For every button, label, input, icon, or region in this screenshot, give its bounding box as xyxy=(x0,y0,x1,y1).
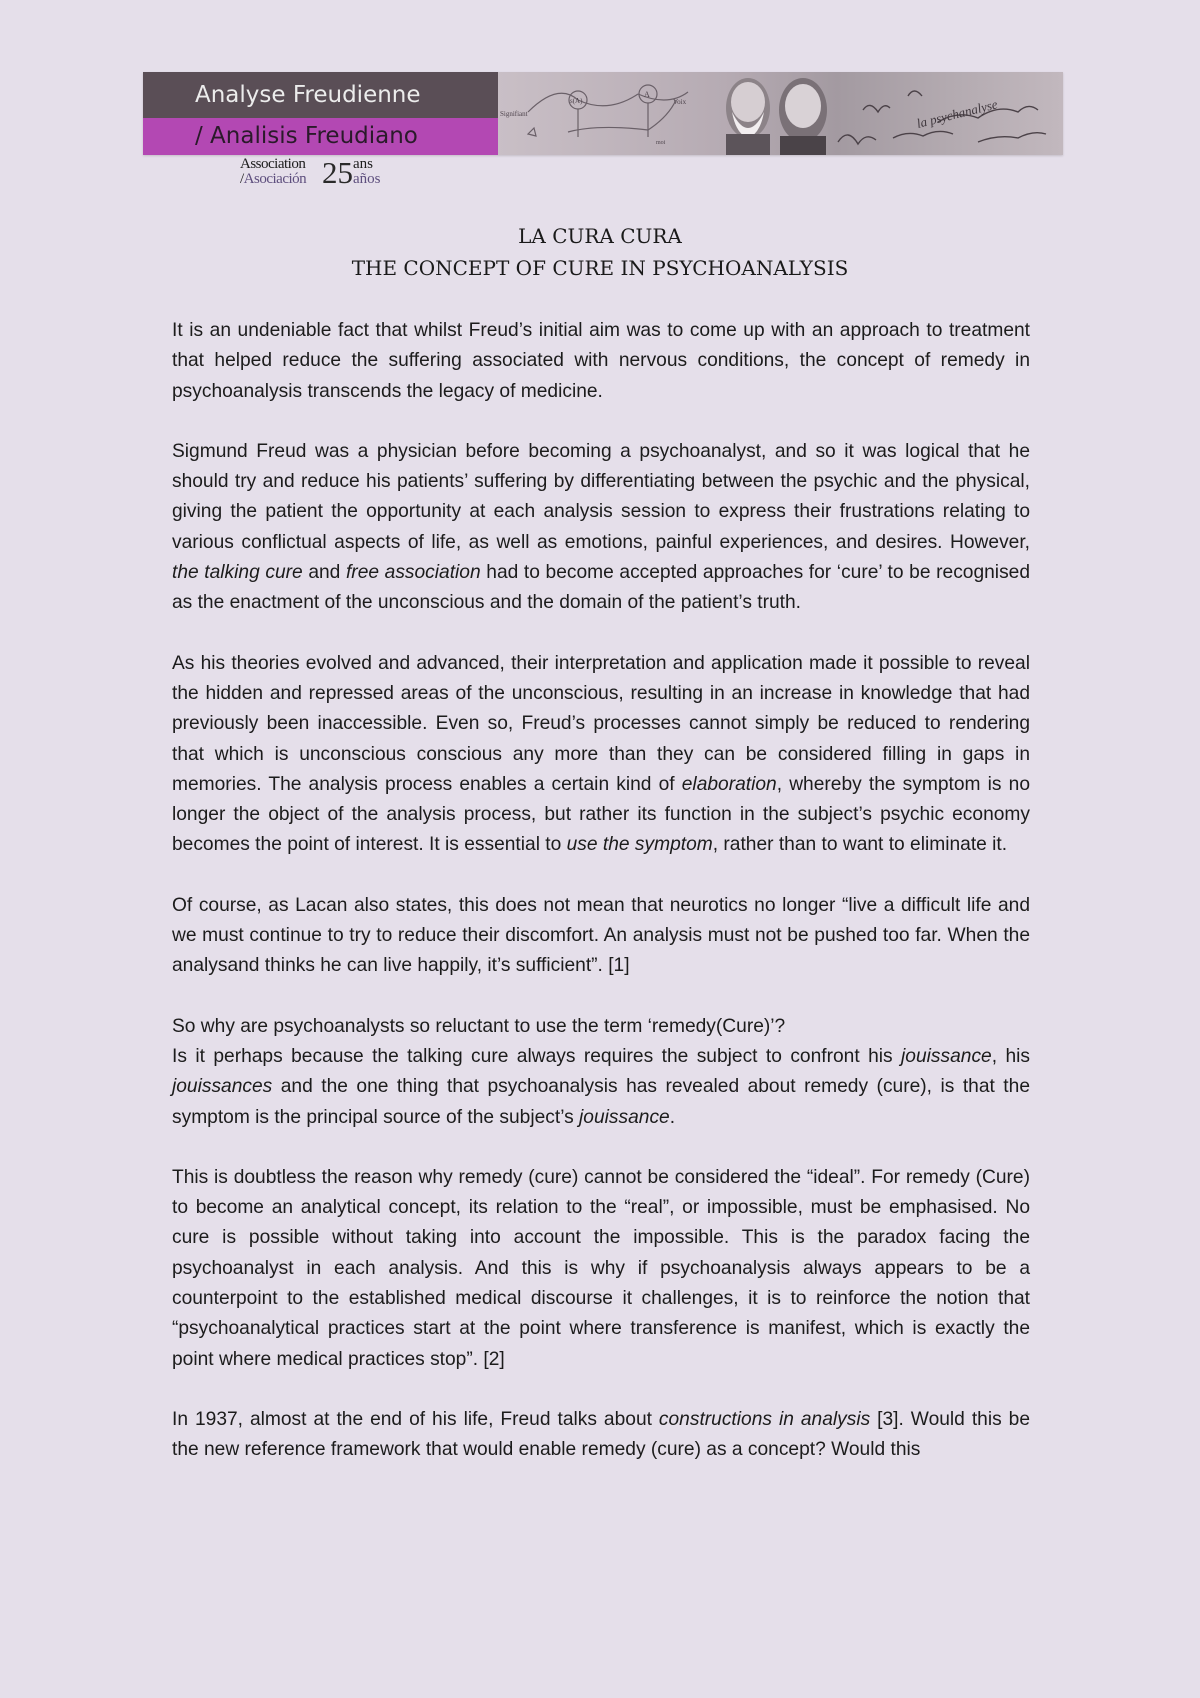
logo-asociacion: Asociación xyxy=(243,171,307,187)
lacan-graph-illustration xyxy=(498,72,1063,155)
handwriting-text: la psychanalyse xyxy=(915,96,999,131)
paragraph-6-italic-jouissance: jouissance xyxy=(901,1045,992,1067)
association-25-logo xyxy=(240,156,400,192)
banner-image xyxy=(498,72,1063,155)
paragraph-3-italic-elaboration: elaboration xyxy=(681,773,777,795)
paragraph-6-text-b: , his xyxy=(991,1045,1030,1067)
paragraph-2-text-c: had to become accepted approaches for ‘cure’ to be recognised as the enactment of the unconscious and the domain of the patient’s truth. xyxy=(172,562,1031,614)
graph-label-lower: moi xyxy=(656,140,666,146)
document-title: LA CURA CURA xyxy=(518,224,682,248)
header-banner xyxy=(143,72,1063,155)
paragraph-3-text-b: , whereby the symptom is no longer the object of the analysis process, but rather its function in the subject’s psychic economy becomes the point of interest. It is essential to xyxy=(172,773,1030,856)
paragraph-2-italic-free-association: free association xyxy=(345,562,481,584)
paragraph-2-text-b: and xyxy=(302,562,346,584)
banner-title-spanish: / Analisis Freudiano xyxy=(143,118,498,155)
graph-label-signifiant: Signifiant xyxy=(500,110,528,118)
logo-ans: ans xyxy=(353,156,373,172)
paragraph-2-text-a: Sigmund Freud was a physician before becoming a psychoanalyst, and so it was logical that he should try and reduce his patients’ suffering by differentiating between the psychic and the physical, giving the patient the opportunity at each analysis session to express their frustrations relating to various conflictual aspects of life, as well as emotions, painful experiences, and desires. However, xyxy=(172,440,1030,553)
paragraph-6 xyxy=(172,1042,1030,1133)
paragraph-4: Of course, as Lacan also states, this does not mean that neurotics no longer “live a difficult life and we must continue to try to reduce their discomfort. An analysis must not be pushed too far. When the analysand thinks he can live happily, it’s sufficient”. [1] xyxy=(172,894,1030,977)
graph-label-voix: Voix xyxy=(673,98,687,106)
paragraph-8-text-b: [3]. Would this be the new reference framework that would enable remedy (cure) as a concept? Would this xyxy=(172,1408,1030,1461)
logo-asociacion-line xyxy=(240,171,306,188)
paragraph-6-text-c: and the one thing that psychoanalysis has revealed about remedy (cure), is that the symptom is the principal source of the subject’s xyxy=(172,1076,1030,1128)
paragraph-8-italic-constructions: constructions in analysis xyxy=(658,1408,871,1430)
paragraph-6-italic-jouissance-2: jouissance xyxy=(579,1106,670,1128)
paragraph-2-italic-talking-cure: the talking cure xyxy=(172,562,303,584)
graph-label-node-2: A xyxy=(644,90,650,99)
lacan-portrait-icon xyxy=(779,78,827,155)
paragraph-3-italic-use-the-symptom: use the symptom xyxy=(566,834,713,856)
graph-label-node-1: s(A) xyxy=(570,97,583,105)
logo-anos: años xyxy=(353,171,381,187)
document-subtitle: THE CONCEPT OF CURE IN PSYCHOANALYSIS xyxy=(351,256,849,280)
logo-slash: / xyxy=(240,171,244,187)
logo-number: 25 xyxy=(322,155,353,190)
paragraph-3-text-a: As his theories evolved and advanced, their interpretation and application made it possible to reveal the hidden and repressed areas of the unconscious, resulting in an increase in knowledge that had previously been inaccessible. Even so, Freud’s processes cannot simply be reduced to rendering that which is unconscious conscious any more than they can be considered filling in gaps in memories. The analysis process enables a certain kind of xyxy=(172,652,1030,795)
paragraph-3-text-c: , rather than to want to eliminate it. xyxy=(712,834,1008,856)
paragraph-6-text-a: Is it perhaps because the talking cure always requires the subject to confront his xyxy=(172,1045,902,1067)
paragraph-8-text-a: In 1937, almost at the end of his life, Freud talks about xyxy=(172,1408,659,1430)
paragraph-8 xyxy=(172,1405,1030,1466)
document-body xyxy=(172,316,1030,1496)
banner-title-block xyxy=(143,72,498,155)
paragraph-2 xyxy=(172,437,1030,619)
logo-association: Association xyxy=(240,156,306,172)
paragraph-3 xyxy=(172,649,1030,861)
freud-portrait-icon xyxy=(726,78,770,155)
paragraph-6-text-d: . xyxy=(669,1106,676,1128)
paragraph-6-italic-jouissances: jouissances xyxy=(172,1076,273,1098)
paragraph-7: This is doubtless the reason why remedy (cure) cannot be considered the “ideal”. For remedy (Cure) to become an analytical concept, its relation to the “real”, or impossible, must be emphasised. No cure is possible without taking into account the impossible. This is the paradox facing the psychoanalyst in each analysis. And this is why if psychoanalysis always appears to be a counterpoint to the established medical discourse it challenges, it is to reinforce the notion that “psychoanalytical practices start at the point where transference is manifest, which is exactly the point where medical practices stop”. [2] xyxy=(172,1166,1030,1370)
banner-title-french: Analyse Freudienne xyxy=(143,72,498,118)
paragraph-1: It is an undeniable fact that whilst Freud’s initial aim was to come up with an approach to treatment that helped reduce the suffering associated with nervous conditions, the concept of remedy in psychoanalysis transcends the legacy of medicine. xyxy=(172,320,1030,402)
paragraph-5: So why are psychoanalysts so reluctant to use the term ‘remedy(Cure)’? xyxy=(172,1015,786,1037)
